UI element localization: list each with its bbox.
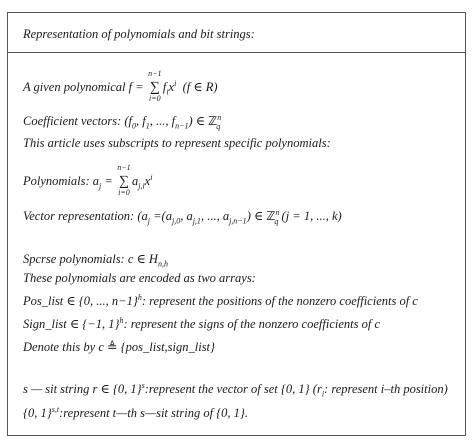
sign-list-line: Sign_list ∈ {−1, 1}$^h$: represent the signs of the nonzero coefficients of c [23,316,380,332]
representation-box [7,12,466,436]
bit-string-line: s — sit string r ∈ {0, 1}$^s$:represent the vector of set {0, 1} ($r_i$: represent i–th position) [23,381,448,399]
polynomials-formula: $a_j$ = n−1 ∑ i=0 $a_{j,i}x^i$ [92,163,153,198]
title-divider [8,52,465,53]
encoded-note: These polynomials are encoded as two arrays: [23,271,256,285]
box-title: Representation of polynomials and bit strings: [23,27,255,41]
sparse-polynomials-line: Spcrse polynomials: c ∈ $H_{n,h}$ [23,252,168,269]
vector-representation-line: Vector representation: ($a_j =(a_{j,0}$, $a_{j,1}$, ..., $a_{j,n-1}$) ∈ ℤ$^n_q$ (j = 1, ..., k) [23,208,342,226]
sum-symbol: n−1 ∑ i=0 [148,69,162,104]
polynomials-line: Polynomials: $a_j$ = n−1 ∑ i=0 $a_{j,i}x^i$ [23,163,153,198]
vector-rep-formula: ($a_j =(a_{j,0}$, $a_{j,1}$, ..., $a_{j,n-1}$) ∈ ℤ$^n_q$ (j = 1, ..., k) [137,208,342,226]
sparse-formula: c ∈ $H_{n,h}$ [127,252,168,269]
coefficient-vectors-line: Coefficient vectors: ($f_0$, $f_1$, ..., $f_{n-1}$) ∈ ℤ$^n_q$ [23,113,222,131]
coeff-formula: ($f_0$, $f_1$, ..., $f_{n-1}$) ∈ ℤ$^n_q$ [124,113,222,131]
poly-formula: f = n−1 ∑ i=0 $f_ix^i$ (f ∈ R) [128,69,218,104]
subscripts-note: This article uses subscripts to represent specific polynomials: [23,136,331,150]
denote-line: Denote this by c ≜ {pos_list,sign_list} [23,340,216,354]
pos-list-line: Pos_list ∈ {0, ..., n−1}$^h$: represent the positions of the nonzero coefficients of c [23,293,418,309]
t-string-line: {0, 1}$^{s,t}$:represent t—th s—sit string of {0, 1}. [23,405,249,421]
given-polynomial-line: A given polynomical f = n−1 ∑ i=0 $f_ix^i$ (f ∈ R) [23,69,218,104]
